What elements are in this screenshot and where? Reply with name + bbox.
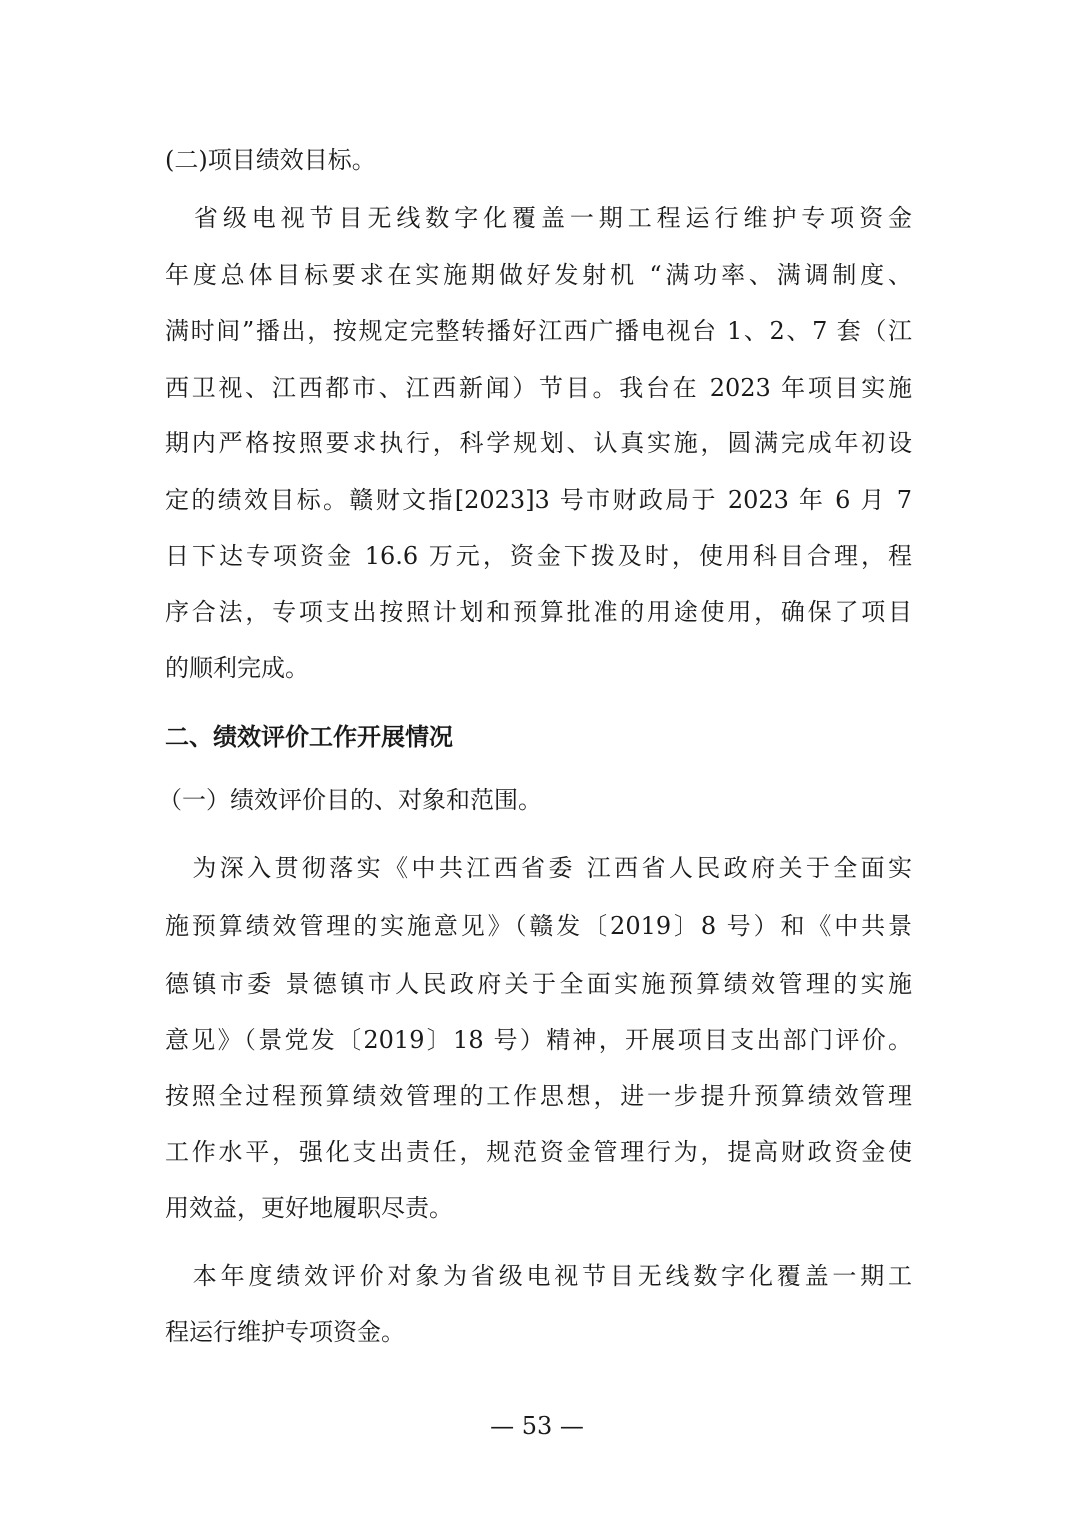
subsection-heading: (二)项目绩效目标。 <box>165 146 376 174</box>
paragraph-line: 序合法，专项支出按照计划和预算批准的用途使用，确保了项目 <box>165 598 912 626</box>
paragraph-line: 满时间”播出，按规定完整转播好江西广播电视台 1、2、7 套（江 <box>165 317 912 345</box>
section-heading: 二、绩效评价工作开展情况 <box>165 723 453 751</box>
paragraph-line: 为深入贯彻落实《中共江西省委 江西省人民政府关于全面实 <box>165 854 912 882</box>
paragraph-line: 用效益，更好地履职尽责。 <box>165 1194 453 1222</box>
paragraph-line: 的顺利完成。 <box>165 654 309 682</box>
paragraph-line: 省级电视节目无线数字化覆盖一期工程运行维护专项资金 <box>165 204 912 232</box>
paragraph-line: 德镇市委 景德镇市人民政府关于全面实施预算绩效管理的实施 <box>165 970 912 998</box>
page-number: — 53 — <box>490 1412 584 1440</box>
paragraph-line: 工作水平，强化支出责任，规范资金管理行为，提高财政资金使 <box>165 1138 912 1166</box>
paragraph-line: 程运行维护专项资金。 <box>165 1318 405 1346</box>
paragraph-line: 年度总体目标要求在实施期做好发射机 “满功率、满调制度、 <box>165 261 912 289</box>
subsection-heading: （一）绩效评价目的、对象和范围。 <box>158 786 542 814</box>
paragraph-line: 西卫视、江西都市、江西新闻）节目。我台在 2023 年项目实施 <box>165 374 912 402</box>
paragraph-line: 施预算绩效管理的实施意见》（赣发〔2019〕8 号）和《中共景 <box>165 912 912 940</box>
paragraph-line: 日下达专项资金 16.6 万元，资金下拨及时，使用科目合理，程 <box>165 542 912 570</box>
paragraph-line: 本年度绩效评价对象为省级电视节目无线数字化覆盖一期工 <box>165 1262 912 1290</box>
paragraph-line: 按照全过程预算绩效管理的工作思想，进一步提升预算绩效管理 <box>165 1082 912 1110</box>
paragraph-line: 意见》（景党发〔2019〕18 号）精神，开展项目支出部门评价。 <box>165 1026 912 1054</box>
paragraph-line: 期内严格按照要求执行，科学规划、认真实施，圆满完成年初设 <box>165 429 912 457</box>
paragraph-line: 定的绩效目标。赣财文指[2023]3 号市财政局于 2023 年 6 月 7 <box>165 486 912 514</box>
